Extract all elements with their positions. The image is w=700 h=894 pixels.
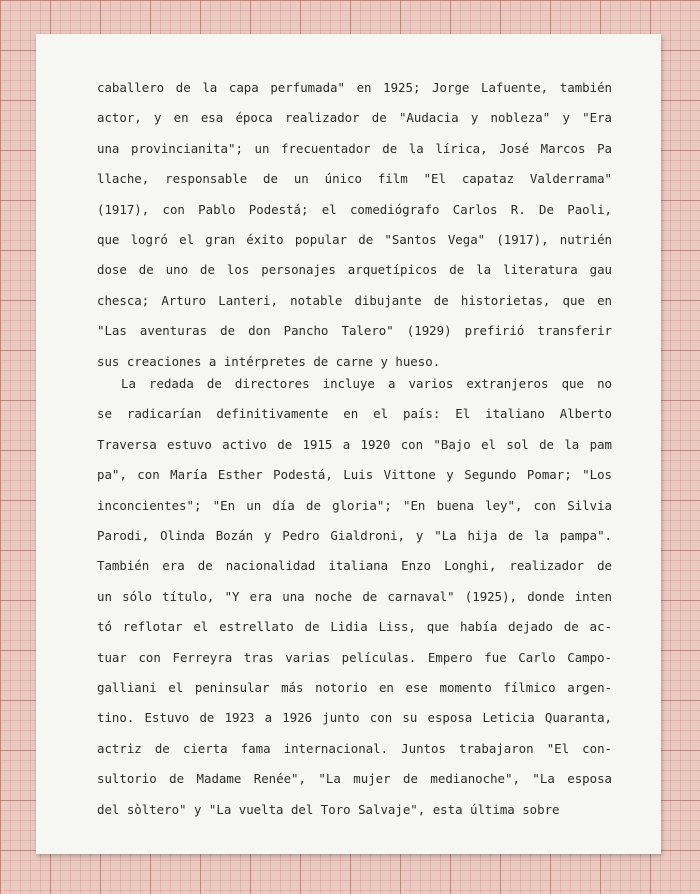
text-line: "Las aventuras de don Pancho Talero" (1929) prefirió transferir <box>97 323 612 339</box>
text-line: del sòltero" y "La vuelta del Toro Salvaje", esta última sobre <box>97 801 560 817</box>
text-line: También era de nacionalidad italiana Enzo Longhi, realizador de <box>97 558 612 574</box>
paragraph-2 <box>97 369 612 825</box>
text-line: caballero de la capa perfumada" en 1925; Jorge Lafuente, también <box>97 80 612 95</box>
text-line: actriz de cierta fama internacional. Juntos trabajaron "El con- <box>97 740 612 756</box>
paragraph-1 <box>97 73 612 377</box>
text-line: un sólo título, "Y era una noche de carnaval" (1925), donde inten <box>97 588 612 604</box>
text-line: La redada de directores incluye a varios extranjeros que no <box>121 376 612 391</box>
text-line: tó reflotar el estrellato de Lidia Liss, que había dejado de ac- <box>97 619 612 635</box>
text-line: tino. Estuvo de 1923 a 1926 junto con su esposa Leticia Quaranta, <box>97 710 612 726</box>
text-line: tuar con Ferreyra tras varias películas. Empero fue Carlo Campo- <box>97 649 612 665</box>
text-line: chesca; Arturo Lanteri, notable dibujante de historietas, que en <box>97 292 612 308</box>
text-line: pa", con María Esther Podestá, Luis Vittone y Segundo Pomar; "Los <box>97 467 612 483</box>
text-line: llache, responsable de un único film "El capataz Valderrama" <box>97 171 612 187</box>
text-line: actor, y en esa época realizador de "Audacia y nobleza" y "Era <box>97 110 612 126</box>
text-line: Parodi, Olinda Bozán y Pedro Gialdroni, y "La hija de la pampa". <box>97 528 612 544</box>
text-line: inconcientes"; "En un día de gloria"; "En buena ley", con Silvia <box>97 497 612 513</box>
text-line: dose de uno de los personajes arquetípicos de la literatura gau <box>97 262 612 278</box>
text-line: que logró el gran éxito popular de "Santos Vega" (1917), nutrién <box>97 232 612 248</box>
text-line: sus creaciones a intérpretes de carne y hueso. <box>97 353 441 369</box>
text-line: Traversa estuvo activo de 1915 a 1920 con "Bajo el sol de la pam <box>97 436 612 452</box>
text-line: se radicarían definitivamente en el país: El italiano Alberto <box>97 406 612 422</box>
text-line: sultorio de Madame Renée", "La mujer de medianoche", "La esposa <box>97 771 612 787</box>
text-line: (1917), con Pablo Podestá; el comediógrafo Carlos R. De Paoli, <box>97 201 612 217</box>
text-line: una provincianita"; un frecuentador de la lírica, José Marcos Pa <box>97 140 612 156</box>
text-line: galliani el peninsular más notorio en ese momento fílmico argen- <box>97 680 612 696</box>
